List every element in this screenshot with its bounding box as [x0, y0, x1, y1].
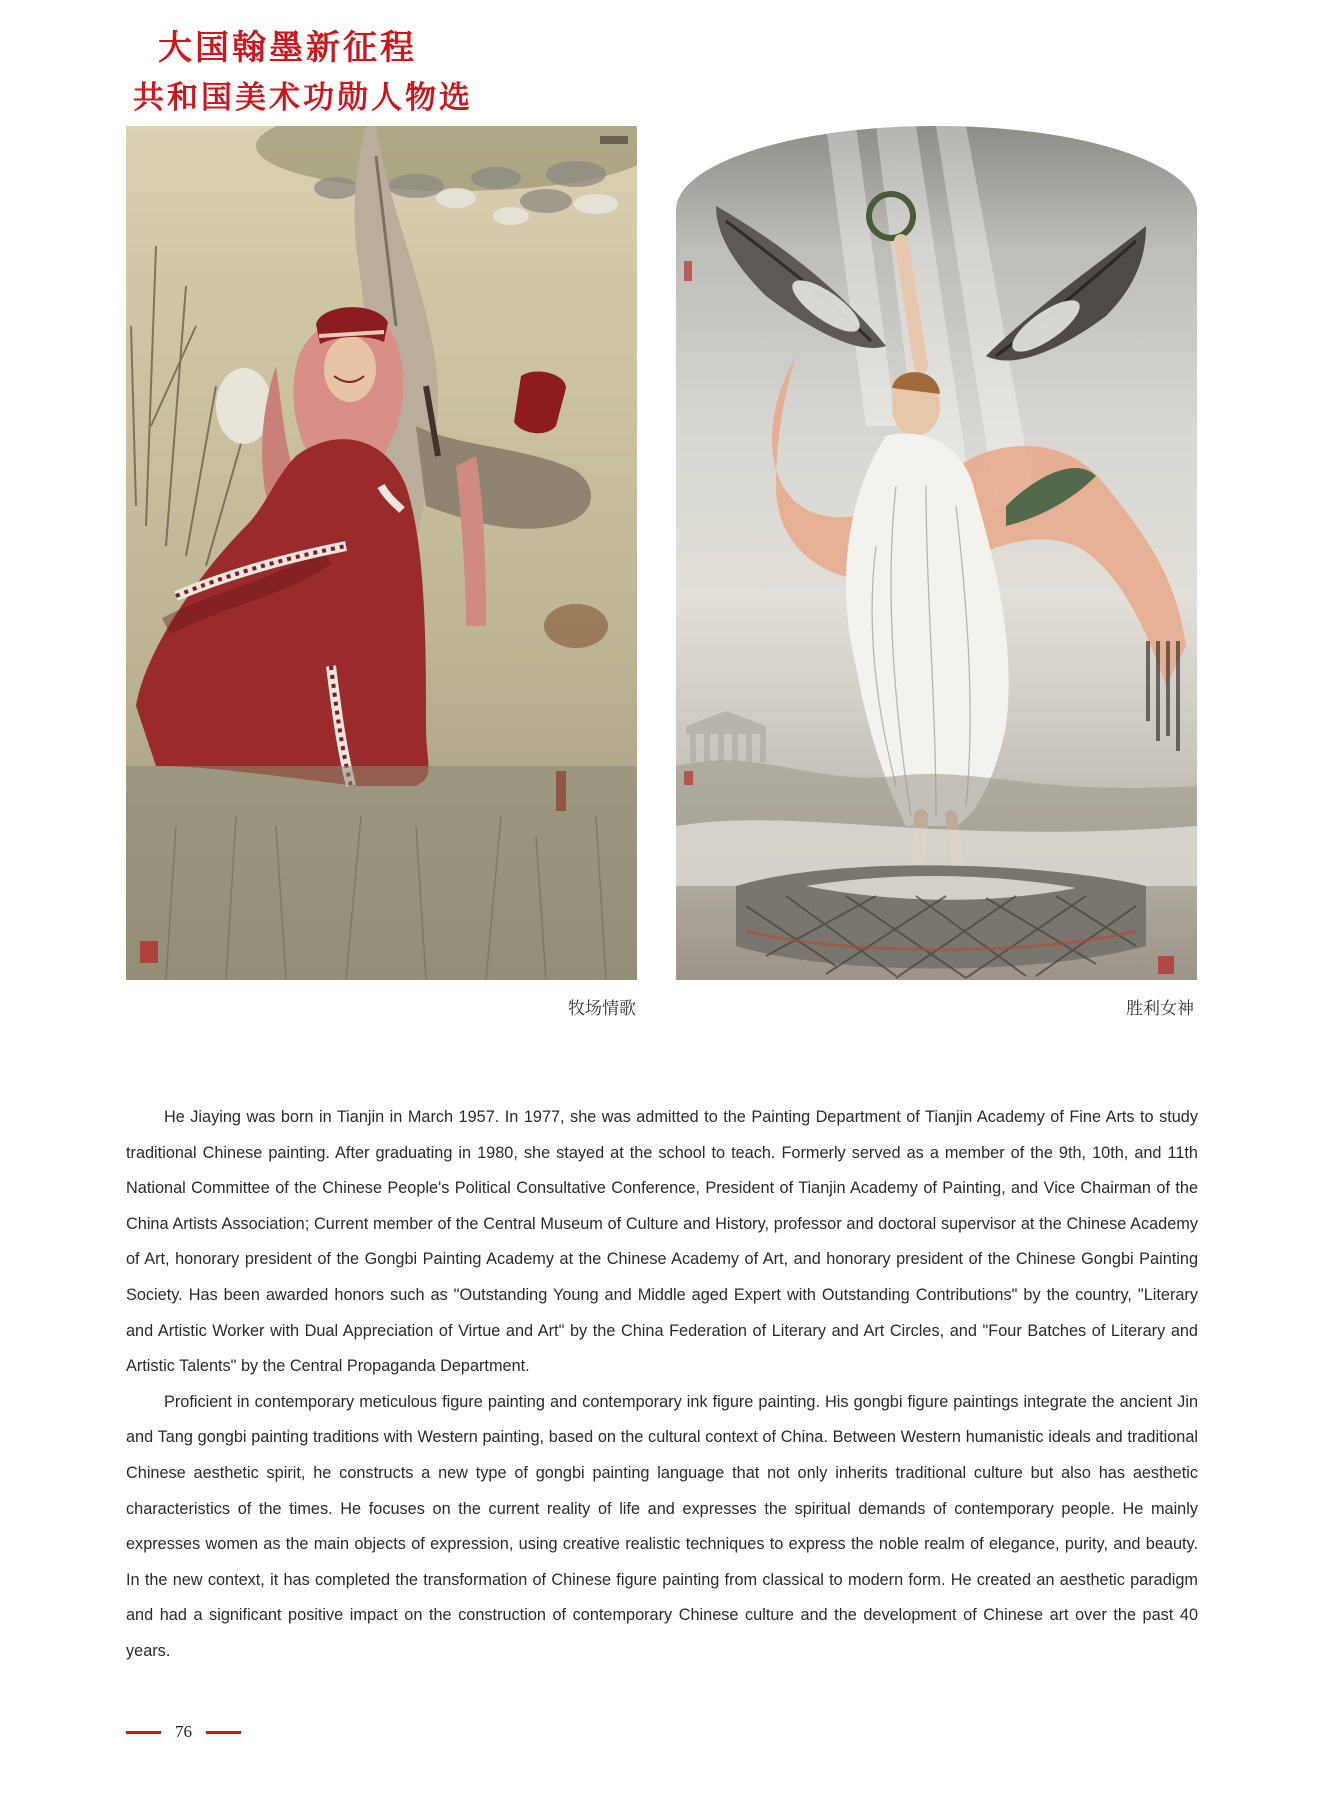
biography-paragraph: Proficient in contemporary meticulous figure painting and contemporary ink figure painting. His gongbi figure paintings integrate the ancient Jin and Tang gongbi painting traditions with Western painting, based on the cultural context of China. Between Western humanistic ideals and traditional Chinese aesthetic spirit, he constructs a new type of gongbi painting language that not only inherits traditional culture but also has aesthetic characteristics of the times. He focuses on the current reality of life and expresses the spiritual demands of contemporary people. He mainly expresses women as the main objects of expression, using creative realistic techniques to express the noble realm of elegance, purity, and beauty. In the new context, it has completed the transformation of Chinese figure painting from classical to modern form. He created an aesthetic paradigm and had a significant positive impact on the construction of contemporary Chinese culture and the development of Chinese art over the past 40 years. — [126, 1392, 1198, 1660]
biography-paragraph: He Jiaying was born in Tianjin in March 1957. In 1977, she was admitted to the Painting Department of Tianjin Academy of Fine Arts to study traditional Chinese painting. After graduating in 1980, she stayed at the school to teach. Formerly served as a member of the 9th, 10th, and 11th National Committee of the Chinese People's Political Consultative Conference, President of Tianjin Academy of Painting, and Vice Chairman of the China Artists Association; Current member of the Central Museum of Culture and History, professor and doctoral supervisor at the Chinese Academy of Art, honorary president of the Gongbi Painting Academy at the Chinese Academy of Art, and honorary president of the Chinese Gongbi Painting Society. Has been awarded honors such as "Outstanding Young and Middle aged Expert with Outstanding Contributions" by the country, "Literary and Artistic Worker with Dual Appreciation of Virtue and Art" by the China Federation of Literary and Art Circles, and "Four Batches of Literary and Artistic Talents" by the Central Propaganda Department. — [126, 1108, 1198, 1376]
artist-biography — [126, 1100, 1198, 1670]
painting-goddess-of-victory — [676, 126, 1197, 980]
page-subtitle: 共和国美术功勋人物选 — [133, 80, 473, 116]
painting-pasture-love-song — [126, 126, 637, 980]
artwork-caption: 胜利女神 — [1126, 999, 1194, 1019]
footer-rule-right — [206, 1731, 241, 1734]
page-number: 76 — [175, 1722, 192, 1741]
artwork-caption: 牧场情歌 — [568, 999, 636, 1019]
page-footer — [126, 1720, 241, 1744]
painting-pasture-illustration — [126, 126, 637, 980]
painting-victory-illustration — [676, 126, 1197, 980]
page-title: 大国翰墨新征程 — [158, 28, 417, 68]
footer-rule-left — [126, 1731, 161, 1734]
